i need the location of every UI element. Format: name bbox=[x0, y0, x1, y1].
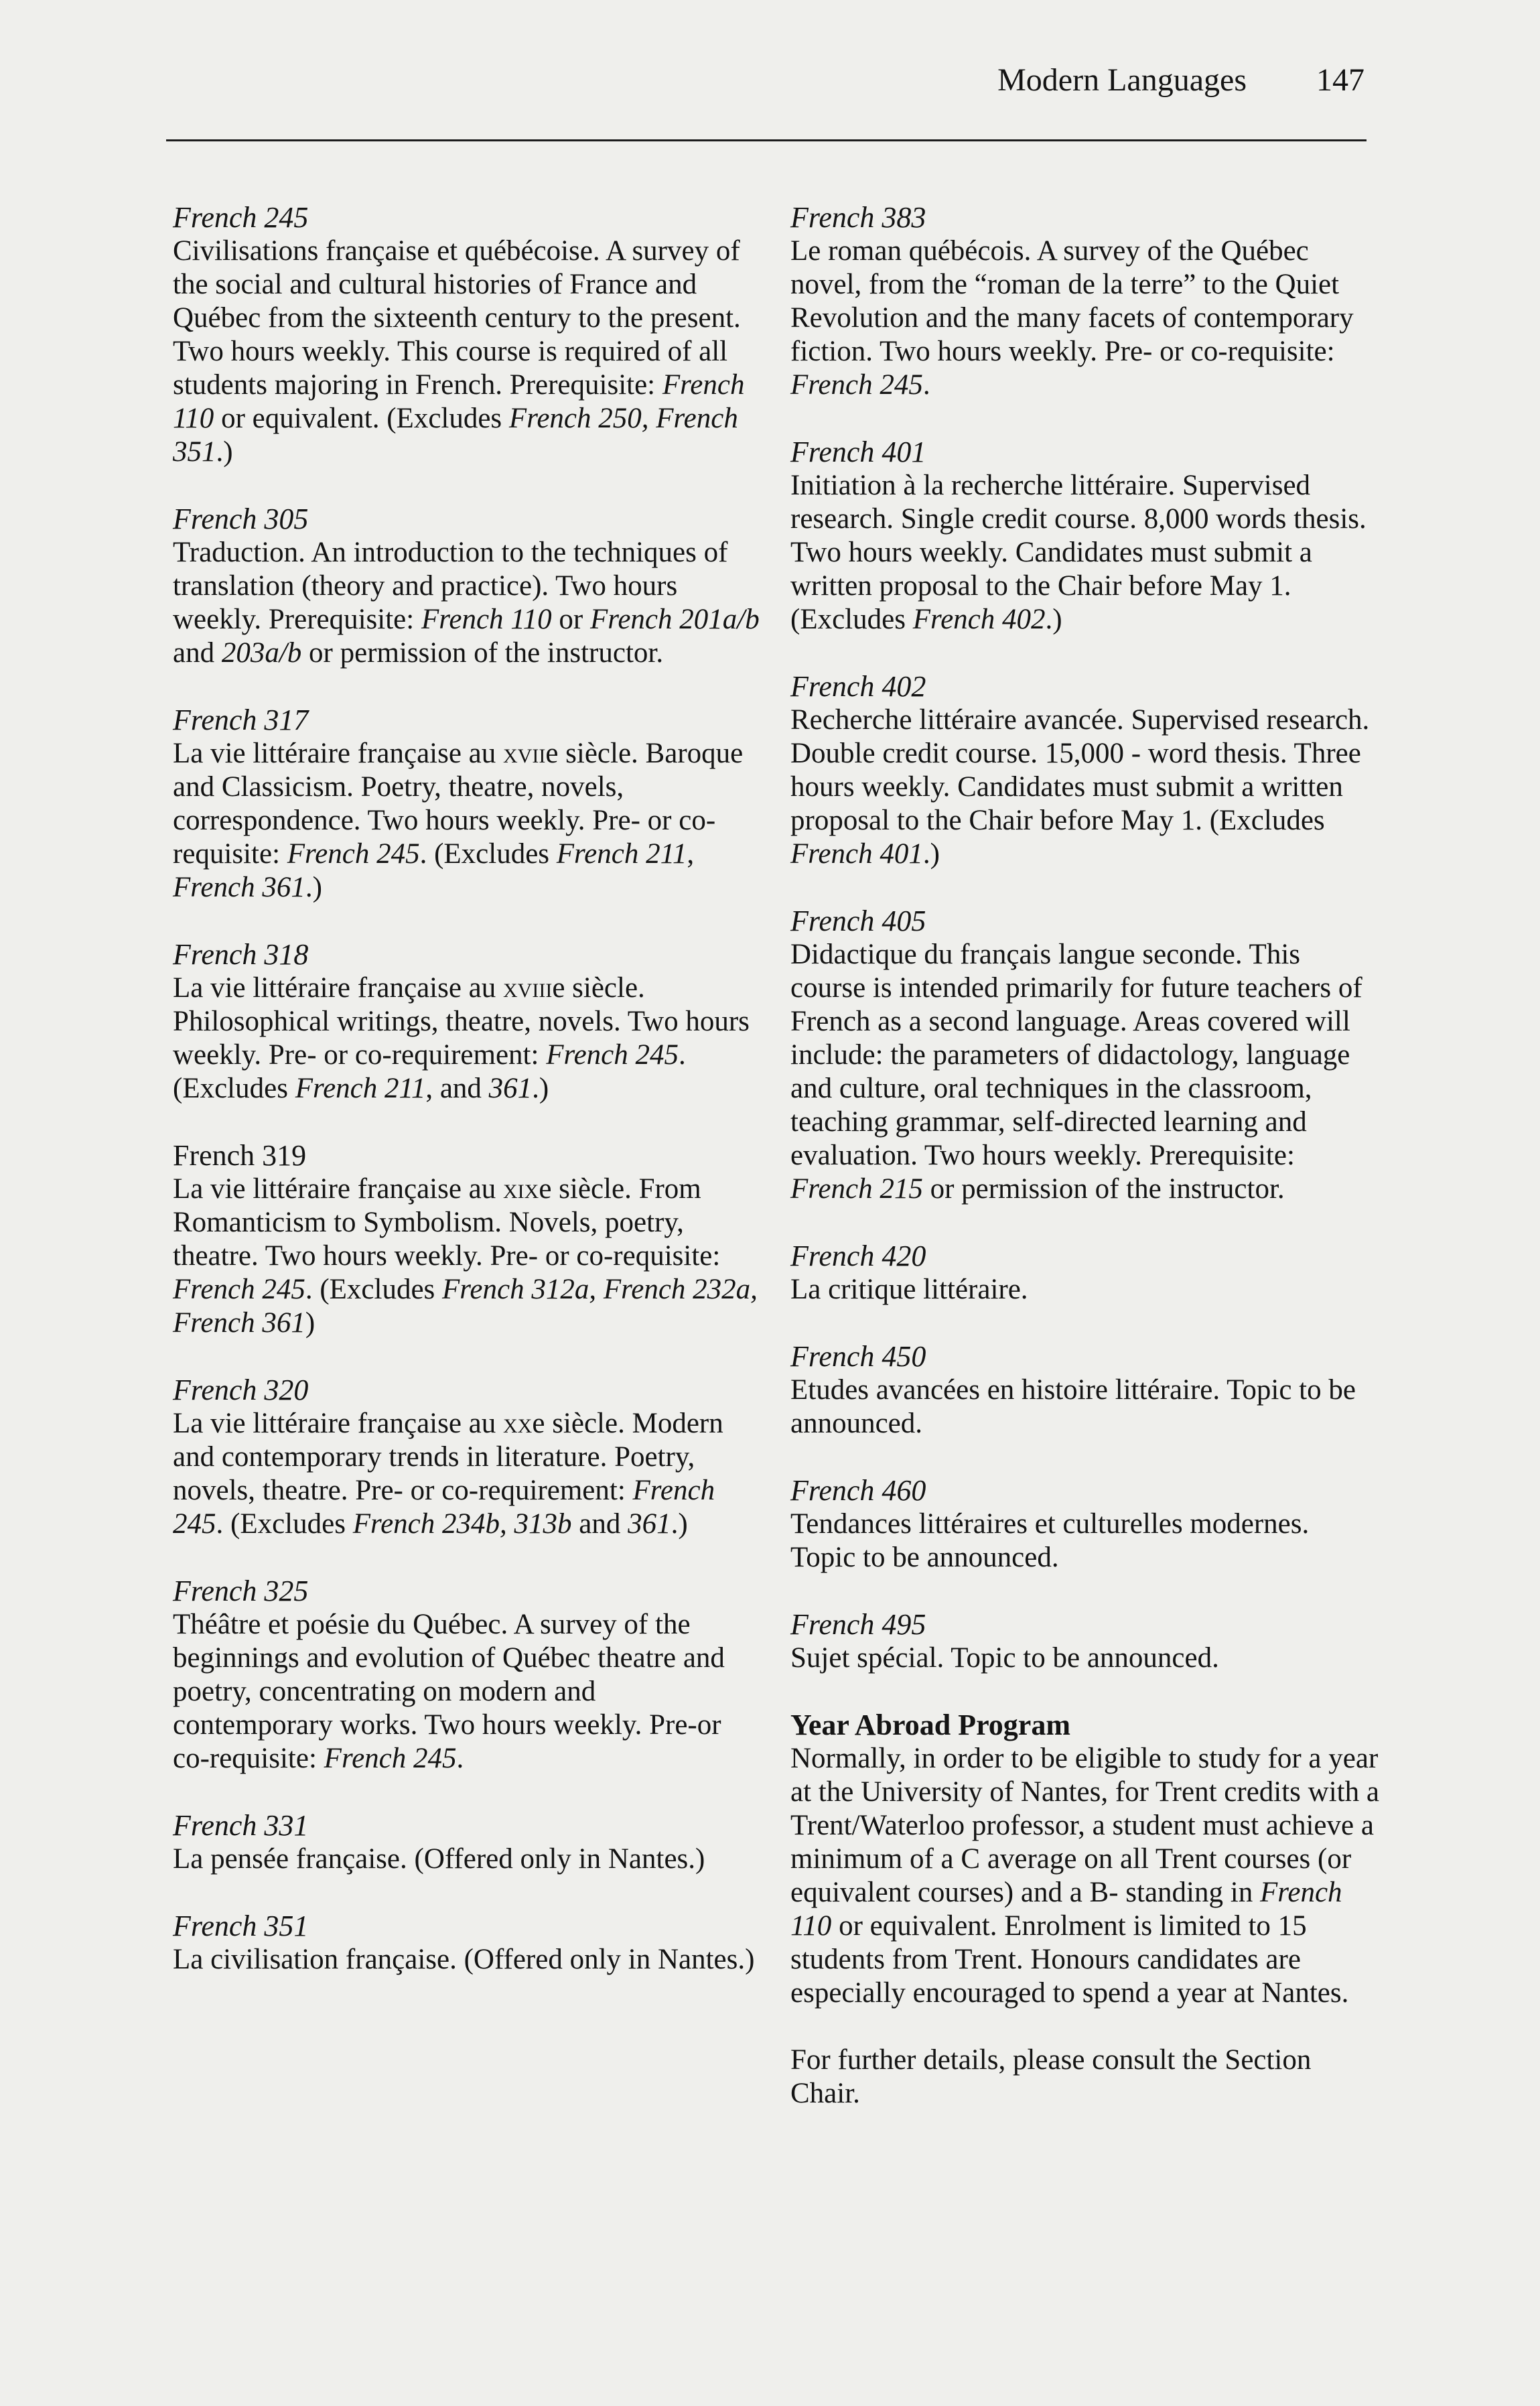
course-description: La vie littéraire française au xviiie siècle. Philosophical writings, theatre, novels. Two hours weekly. Pre- or co-requirement: French 245. (Excludes French 211, and 361.) bbox=[173, 972, 750, 1104]
course-code: French 245 bbox=[173, 201, 309, 234]
course-description: Etudes avancées en histoire littéraire. Topic to be announced. bbox=[790, 1374, 1356, 1439]
course-entry bbox=[173, 1575, 762, 1776]
left-column bbox=[173, 201, 762, 2010]
course-description: Le roman québécois. A survey of the Québec novel, from the “roman de la terre” to the Quiet Revolution and the many facets of contemporary fiction. Two hours weekly. Pre- or co-requisite: French 245. bbox=[790, 235, 1354, 401]
course-entry bbox=[790, 1340, 1380, 1441]
course-entry bbox=[790, 1240, 1380, 1307]
further-details: For further details, please consult the Section Chair. bbox=[790, 2044, 1312, 2109]
running-header bbox=[997, 62, 1364, 98]
course-code: French 402 bbox=[790, 670, 926, 703]
course-entry bbox=[173, 938, 762, 1106]
year-abroad-heading: Year Abroad Program bbox=[790, 1709, 1070, 1741]
course-description: La critique littéraire. bbox=[790, 1274, 1028, 1305]
course-code: French 325 bbox=[173, 1575, 309, 1607]
course-description: Initiation à la recherche littéraire. Supervised research. Single credit course. 8,000 words thesis. Two hours weekly. Candidates must submit a written proposal to the Chair before May 1. (Excludes French 402.) bbox=[790, 470, 1367, 635]
course-description: Recherche littéraire avancée. Supervised research. Double credit course. 15,000 - word thesis. Three hours weekly. Candidates must submit a written proposal to the Chair before May 1. (Excludes French 401.) bbox=[790, 704, 1370, 870]
course-entry bbox=[790, 1474, 1380, 1575]
section-name: Modern Languages bbox=[997, 62, 1247, 98]
course-entry bbox=[790, 201, 1380, 402]
course-code: French 495 bbox=[790, 1608, 926, 1641]
course-entry bbox=[790, 670, 1380, 871]
course-entry bbox=[173, 1374, 762, 1541]
course-entry bbox=[790, 1608, 1380, 1675]
course-description: La vie littéraire française au xixe siècle. From Romanticism to Symbolism. Novels, poetry, theatre. Two hours weekly. Pre- or co-requisite: French 245. (Excludes French 312a, French 232a, French 361) bbox=[173, 1173, 758, 1339]
header-rule bbox=[166, 139, 1367, 141]
course-code: French 383 bbox=[790, 201, 926, 234]
course-entry bbox=[173, 1139, 762, 1340]
course-code: French 305 bbox=[173, 503, 309, 535]
course-description: Traduction. An introduction to the techniques of translation (theory and practice). Two hours weekly. Prerequisite: French 110 or French 201a/b and 203a/b or permission of the instructor. bbox=[173, 537, 760, 669]
course-code: French 405 bbox=[790, 905, 926, 937]
course-description: Théâtre et poésie du Québec. A survey of the beginnings and evolution of Québec theatre and poetry, concentrating on modern and contemporary works. Two hours weekly. Pre-or co-requisite: French 245. bbox=[173, 1609, 725, 1774]
course-code: French 401 bbox=[790, 436, 926, 468]
course-description: Tendances littéraires et culturelles modernes. Topic to be announced. bbox=[790, 1508, 1310, 1573]
course-code: French 320 bbox=[173, 1374, 309, 1406]
course-description: La vie littéraire française au xviie siècle. Baroque and Classicism. Poetry, theatre, novels, correspondence. Two hours weekly. Pre- or co-requisite: French 245. (Excludes French 211, French 361.) bbox=[173, 738, 744, 903]
year-abroad-paragraph: Normally, in order to be eligible to study for a year at the University of Nantes, for Trent credits with a Trent/Waterloo professor, a student must achieve a minimum of a C average on all Trent courses (or equivalent courses) and a B- standing in French 110 or equivalent. Enrolment is limited to 15 students from Trent. Honours candidates are especially encouraged to spend a year at Nantes. bbox=[790, 1743, 1379, 2009]
course-code: French 331 bbox=[173, 1809, 309, 1842]
course-description: La vie littéraire française au xxe siècle. Modern and contemporary trends in literature. Poetry, novels, theatre. Pre- or co-requirement: French 245. (Excludes French 234b, 313b and 361.) bbox=[173, 1408, 723, 1540]
course-description: Civilisations française et québécoise. A survey of the social and cultural histories of France and Québec from the sixteenth century to the present. Two hours weekly. This course is required of all students majoring in French. Prerequisite: French 110 or equivalent. (Excludes French 250, French 351.) bbox=[173, 235, 745, 468]
course-code: French 318 bbox=[173, 938, 309, 971]
course-code: French 450 bbox=[790, 1340, 926, 1373]
course-description: La pensée française. (Offered only in Nantes.) bbox=[173, 1843, 705, 1875]
course-description: Sujet spécial. Topic to be announced. bbox=[790, 1642, 1219, 1674]
right-course-list bbox=[790, 201, 1380, 1675]
course-description: Didactique du français langue seconde. This course is intended primarily for future teachers of French as a second language. Areas covered will include: the parameters of didactology, language and culture, oral techniques in the classroom, teaching grammar, self-directed learning and evaluation. Two hours weekly. Prerequisite: French 215 or permission of the instructor. bbox=[790, 939, 1362, 1205]
right-column bbox=[790, 201, 1380, 2111]
course-description: La civilisation française. (Offered only in Nantes.) bbox=[173, 1944, 755, 1975]
course-entry bbox=[173, 503, 762, 670]
year-abroad-section bbox=[790, 1709, 1380, 2010]
course-entry bbox=[173, 1910, 762, 1977]
course-code: French 351 bbox=[173, 1910, 309, 1942]
course-code: French 460 bbox=[790, 1474, 926, 1507]
course-entry bbox=[790, 905, 1380, 1206]
course-entry bbox=[173, 1809, 762, 1876]
course-entry bbox=[173, 704, 762, 905]
page-number: 147 bbox=[1316, 62, 1364, 98]
course-entry bbox=[173, 201, 762, 469]
course-entry bbox=[790, 436, 1380, 637]
course-code: French 319 bbox=[173, 1139, 307, 1172]
course-code: French 420 bbox=[790, 1240, 926, 1272]
course-code: French 317 bbox=[173, 704, 309, 736]
